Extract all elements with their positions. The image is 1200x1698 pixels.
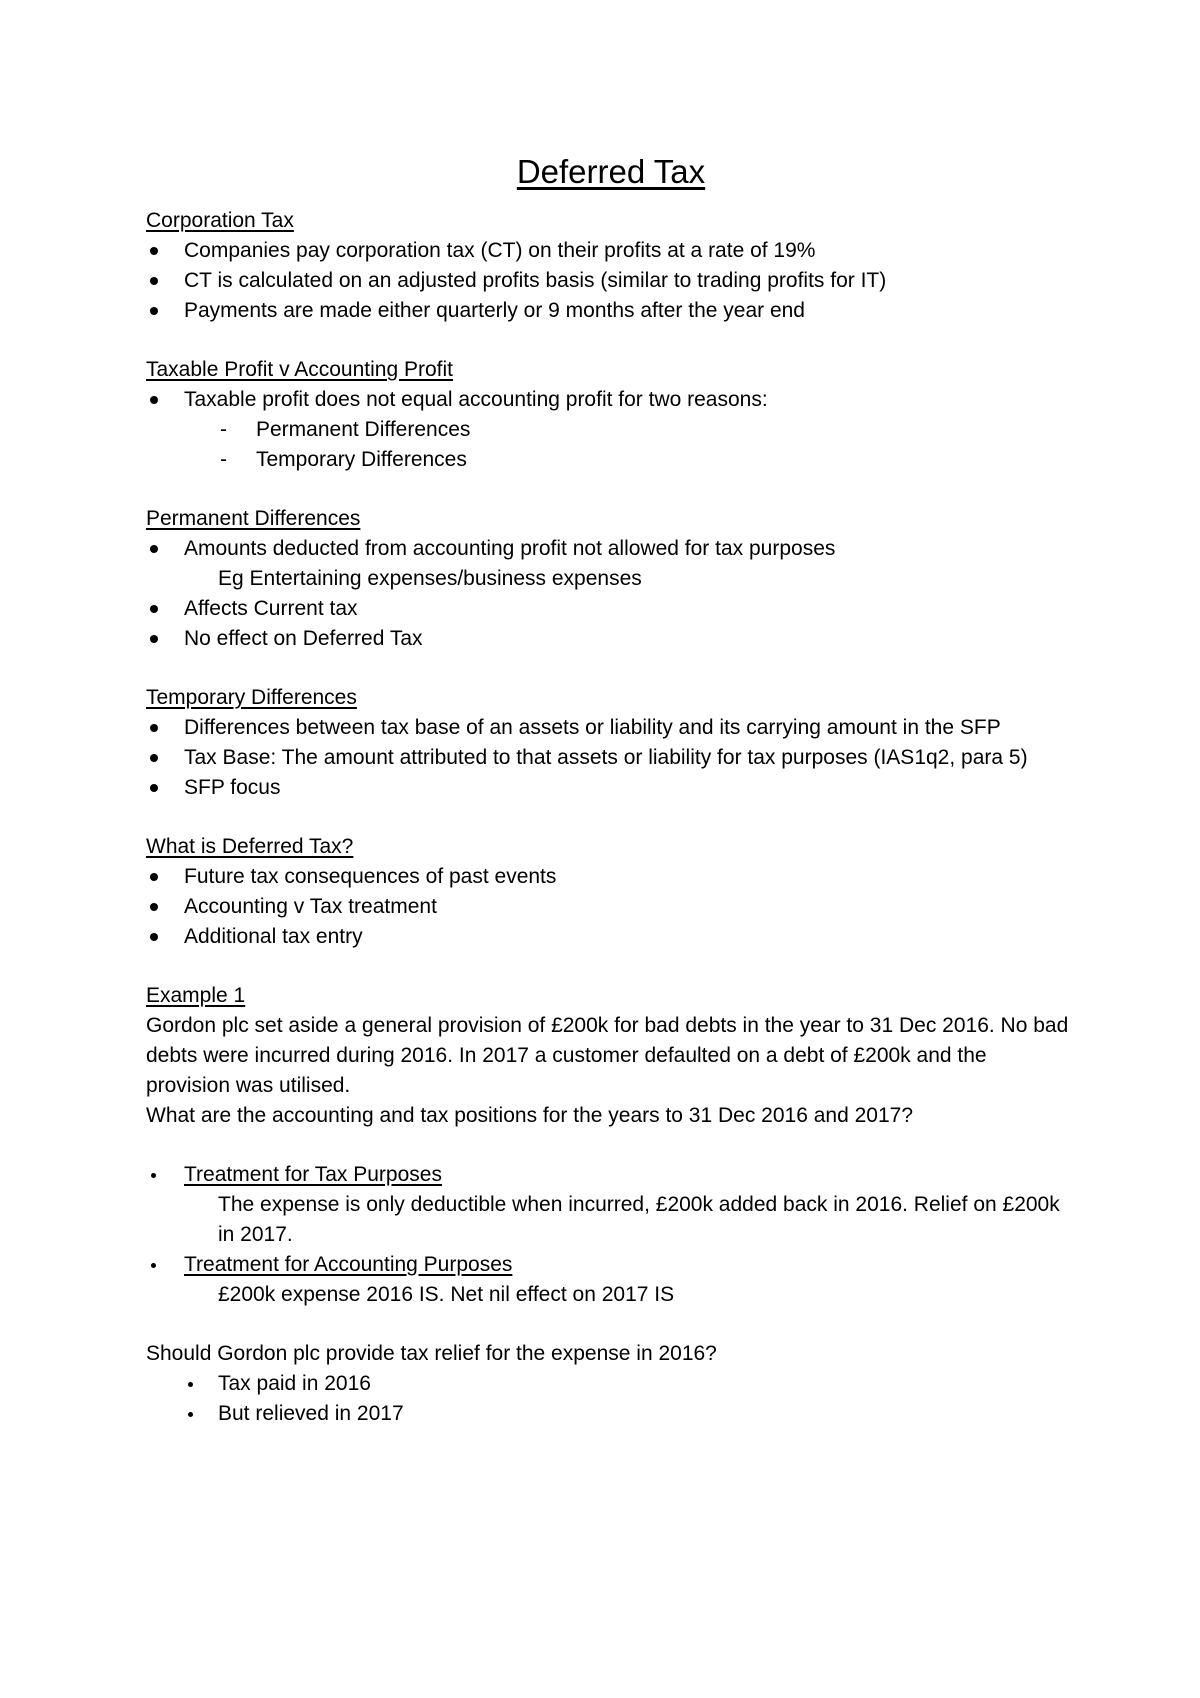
heading-what-is-deferred-tax: What is Deferred Tax? — [146, 835, 354, 858]
corporation-tax-list — [146, 236, 1076, 326]
list-item: Differences between tax base of an assets or liability and its carrying amount in the SFP — [146, 713, 1076, 743]
list-item: Companies pay corporation tax (CT) on their profits at a rate of 19% — [146, 236, 1076, 266]
permanent-differences-list — [146, 534, 1076, 564]
answer-list — [146, 1369, 1076, 1429]
list-item: No effect on Deferred Tax — [146, 624, 1076, 654]
tax-treatment-text: The expense is only deductible when incurred, £200k added back in 2016. Relief on £200k in 2017. — [218, 1193, 1060, 1246]
list-item: Accounting v Tax treatment — [146, 892, 1076, 922]
list-item: Taxable profit does not equal accounting profit for two reasons: — [146, 385, 1076, 415]
list-item: Amounts deducted from accounting profit not allowed for tax purposes — [146, 534, 1076, 564]
sub-list-item: - Temporary Differences — [146, 445, 1076, 475]
treatment-list-cont — [146, 1250, 1076, 1280]
accounting-treatment-heading: Treatment for Accounting Purposes — [184, 1253, 513, 1276]
temporary-differences-list — [146, 713, 1076, 803]
heading-corporation-tax: Corporation Tax — [146, 209, 294, 232]
list-item: Tax paid in 2016 — [146, 1369, 1076, 1399]
list-item-accounting-treatment — [146, 1250, 1076, 1280]
example-question: What are the accounting and tax positions for the years to 31 Dec 2016 and 2017? — [146, 1104, 914, 1127]
page-content — [146, 150, 1076, 1429]
list-item: Future tax consequences of past events — [146, 862, 1076, 892]
list-item: Affects Current tax — [146, 594, 1076, 624]
heading-taxable-vs-accounting: Taxable Profit v Accounting Profit — [146, 358, 453, 381]
taxable-vs-accounting-list — [146, 385, 1076, 415]
accounting-treatment-text: £200k expense 2016 IS. Net nil effect on 2017 IS — [218, 1283, 675, 1306]
treatment-list — [146, 1160, 1076, 1190]
list-item: But relieved in 2017 — [146, 1399, 1076, 1429]
heading-example-1: Example 1 — [146, 984, 246, 1007]
list-item: Payments are made either quarterly or 9 months after the year end — [146, 296, 1076, 326]
permanent-differences-list-cont — [146, 594, 1076, 654]
heading-permanent-differences: Permanent Differences — [146, 507, 361, 530]
heading-temporary-differences: Temporary Differences — [146, 686, 357, 709]
sub-list-item: - Permanent Differences — [146, 415, 1076, 445]
list-item: Tax Base: The amount attributed to that assets or liability for tax purposes (IAS1q2, para 5) — [146, 743, 1076, 773]
what-is-deferred-tax-list — [146, 862, 1076, 952]
list-item-tax-treatment — [146, 1160, 1076, 1190]
list-item-example: Eg Entertaining expenses/business expenses — [218, 567, 642, 590]
tax-treatment-heading: Treatment for Tax Purposes — [184, 1163, 442, 1186]
list-item: CT is calculated on an adjusted profits basis (similar to trading profits for IT) — [146, 266, 1076, 296]
list-item: SFP focus — [146, 773, 1076, 803]
example-paragraph: Gordon plc set aside a general provision of £200k for bad debts in the year to 31 Dec 2016. No bad debts were incurred during 2016. In 2017 a customer defaulted on a debt of £200k and the provision was utilised. — [146, 1014, 1069, 1097]
list-item: Additional tax entry — [146, 922, 1076, 952]
page-title: Deferred Tax — [516, 153, 706, 190]
closing-question: Should Gordon plc provide tax relief for the expense in 2016? — [146, 1342, 717, 1365]
